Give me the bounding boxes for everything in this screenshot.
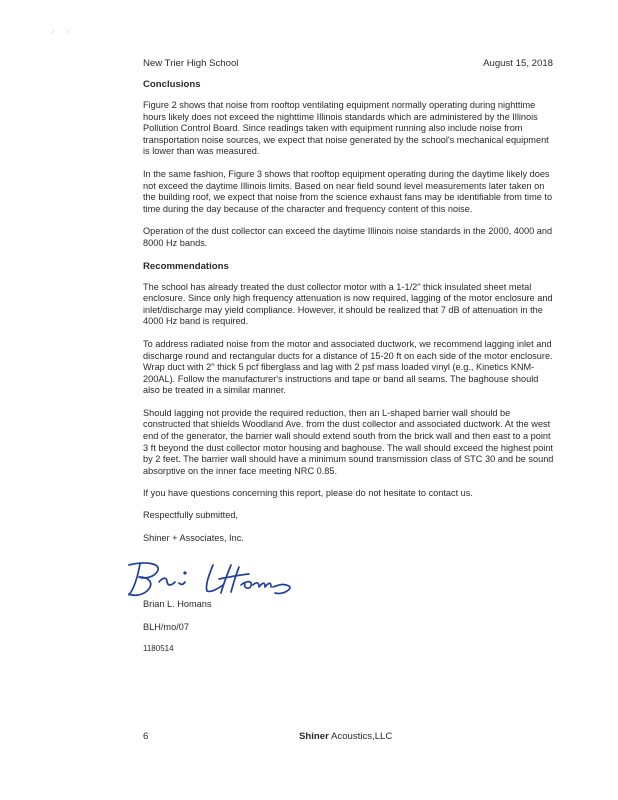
recommendations-paragraph-3: Should lagging not provide the required reduction, then an L-shaped barrier wall should be constructed that shields Woodland Ave. from the dust collector and associated ductwork. At the west end of the generator, the barrier wall should extend south from the brick wall and then east to a point 3 ft beyond the dust collector motor housing and baghouse. The wall should exceed the highest point by 2 feet. The barrier wall should have a minimum sound transmission class of STC 30 and be sound absorptive on the inner face meeting NRC 0.85.: [143, 407, 554, 476]
reference-initials: BLH/mo/07: [143, 621, 189, 632]
header-date: August 15, 2018: [483, 58, 553, 69]
recommendations-heading: Recommendations: [143, 260, 229, 272]
page-number: 6: [143, 731, 149, 742]
signature: [123, 555, 301, 599]
scan-mark: [50, 28, 80, 36]
conclusions-paragraph-1: Figure 2 shows that noise from rooftop ventilating equipment normally operating during nighttime hours likely does not exceed the nighttime Illinois standards which are administered by the Illinois Pollution Control Board. Since readings taken with equipment running also include noise from transportation noise sources, we expect that noise generated by the school's mechanical equipment is lower than was measured.: [143, 100, 549, 157]
recommendations-paragraph-2: To address radiated noise from the motor and associated ductwork, we recommend lagging inlet and discharge round and rectangular ducts for a distance of 15-20 ft on each side of the motor enclosure. Wrap duct with 2" thick 5 pcf fiberglass and lag with 2 psf mass loaded vinyl (e.g., Kinetics KNM-200AL). Follow the manufacturer's instructions and tape or band all seams. The baghouse should also be treated in a similar manner.: [143, 338, 553, 396]
contact-paragraph: If you have questions concerning this report, please do not hesitate to contact us.: [143, 488, 473, 499]
firm-name: Shiner + Associates, Inc.: [143, 532, 244, 543]
document-number: 1180514: [143, 644, 174, 654]
conclusions-paragraph-3: Operation of the dust collector can exceed the daytime Illinois noise standards in the 2000, 4000 and 8000 Hz bands.: [143, 226, 553, 248]
conclusions-heading: Conclusions: [143, 79, 201, 90]
report-body: [143, 79, 556, 665]
footer-company-rest: Acoustics,LLC: [328, 731, 393, 742]
header-school: New Trier High School: [143, 58, 239, 69]
footer-company-bold: Shiner: [299, 731, 329, 742]
closing-line: Respectfully submitted,: [143, 510, 238, 521]
recommendations-paragraph-1: The school has already treated the dust collector motor with a 1-1/2" thick insulated sheet metal enclosure. Since only high frequency attenuation is now required, lagging of the motor enclosure and inlet/discharge may yield compliance. However, it should be realized that 7 dB of attenuation in the 4000 Hz band is required.: [143, 281, 553, 327]
conclusions-paragraph-2: In the same fashion, Figure 3 shows that rooftop equipment operating during the daytime likely does not exceed the daytime Illinois limits. Based on near field sound level measurements later taken on the building roof, we expect that noise from the science exhaust fans may be identifiable from time to time during the day because of the character and frequency content of this noise.: [143, 168, 553, 214]
footer-company: [299, 731, 392, 742]
signer-name: Brian L. Homans: [143, 599, 212, 610]
